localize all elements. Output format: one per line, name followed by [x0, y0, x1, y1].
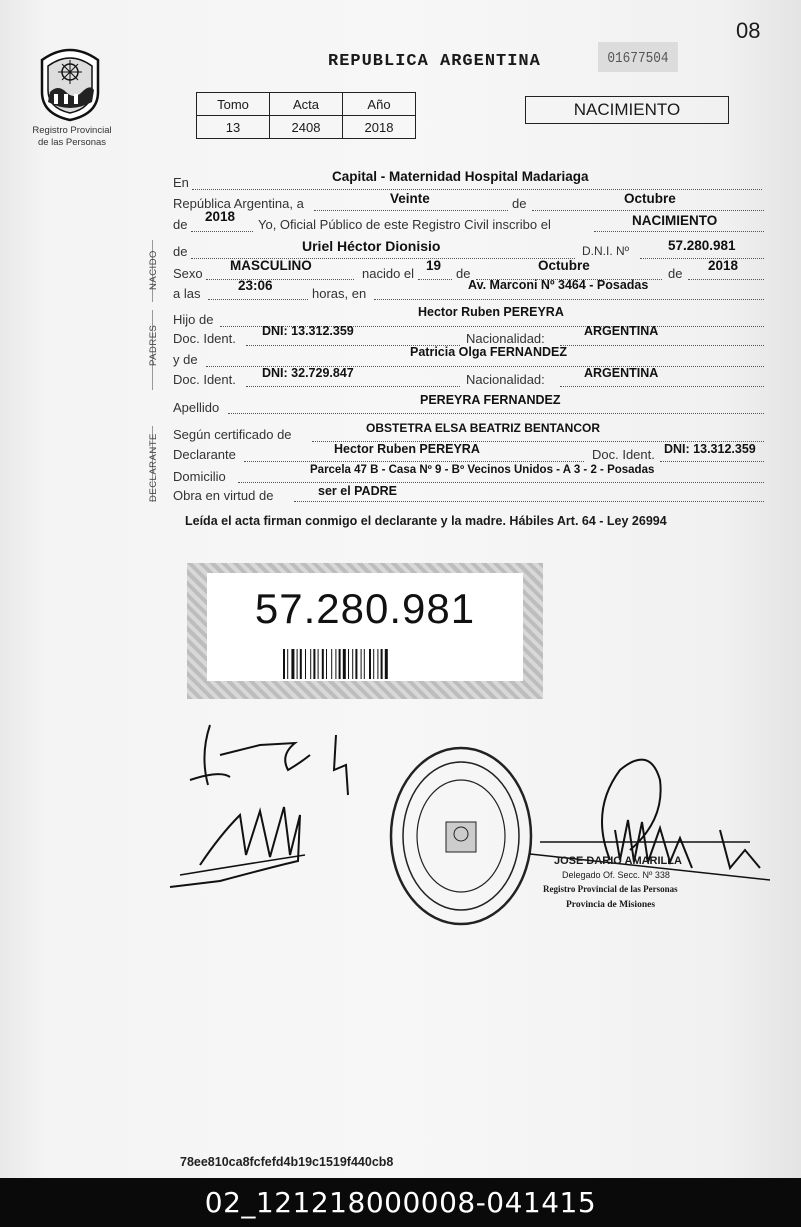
label-oficial: Yo, Oficial Público de este Registro Civil inscribo el — [258, 217, 551, 232]
book-table — [196, 92, 416, 139]
field-obra: ser el PADRE — [318, 484, 397, 498]
registry-caption-line1: Registro Provincial — [32, 125, 112, 136]
label-horas: horas, en — [312, 286, 367, 301]
dotted-line — [560, 345, 764, 346]
field-father-name: Hector Ruben PEREYRA — [418, 305, 564, 319]
dotted-line — [208, 299, 308, 300]
field-sexo: MASCULINO — [230, 258, 312, 273]
side-label-declarante: DECLARANTE — [148, 433, 159, 502]
registry-caption-line2: de las Personas — [37, 137, 107, 148]
dotted-line — [294, 501, 764, 502]
dni-card — [187, 563, 543, 699]
field-month: Octubre — [624, 191, 676, 206]
dotted-line — [191, 231, 253, 232]
label-de2: de — [173, 217, 188, 232]
book-value-acta: 2408 — [270, 116, 343, 139]
registry-seal-icon — [386, 742, 536, 930]
page-number: 08 — [736, 18, 761, 43]
label-apellido: Apellido — [173, 400, 220, 415]
dotted-line — [374, 299, 764, 300]
official-province: Provincia de Misiones — [566, 900, 656, 910]
side-label-padres: PADRES — [148, 324, 159, 366]
book-header-ano: Año — [343, 93, 416, 116]
record-type-box: NACIMIENTO — [525, 96, 729, 124]
dni-card-number: 57.280.981 — [254, 585, 476, 632]
label-yde: y de — [173, 352, 198, 367]
official-office: Registro Provincial de las Personas — [543, 884, 678, 894]
field-declarante: Hector Ruben PEREYRA — [334, 442, 480, 456]
dotted-line — [532, 210, 764, 211]
field-mother-doc: DNI: 32.729.847 — [262, 366, 354, 380]
label-doc-ident-3: Doc. Ident. — [592, 447, 655, 462]
dotted-line — [418, 279, 452, 280]
document-hash: 78ee810ca8fcfefd4b19c1519f440cb8 — [180, 1155, 394, 1169]
field-declarante-doc: DNI: 13.312.359 — [664, 442, 756, 456]
label-obra: Obra en virtud de — [173, 488, 274, 503]
registry-caption — [20, 125, 124, 149]
dotted-line — [660, 461, 764, 462]
field-father-doc: DNI: 13.312.359 — [262, 324, 354, 338]
label-domicilio: Domicilio — [173, 469, 226, 484]
field-birth-time: 23:06 — [238, 278, 273, 293]
field-day: Veinte — [390, 191, 430, 206]
serial-number: 01677504 — [598, 42, 678, 72]
label-nacionalidad: Nacionalidad: — [466, 331, 545, 346]
field-dni: 57.280.981 — [668, 238, 736, 253]
side-label-nacido: NACIDO — [148, 250, 159, 290]
dotted-line — [192, 189, 762, 190]
field-year: 2018 — [205, 209, 236, 224]
footer-code-bar — [0, 1178, 801, 1227]
book-header-tomo: Tomo — [197, 93, 270, 116]
label-nacido-el: nacido el — [362, 266, 415, 281]
label-doc-ident: Doc. Ident. — [173, 331, 236, 346]
dotted-line — [640, 258, 764, 259]
field-name: Uriel Héctor Dionisio — [302, 238, 441, 254]
official-title: Delegado Of. Secc. Nº 338 — [562, 870, 670, 880]
label-doc-ident-2: Doc. Ident. — [173, 372, 236, 387]
label-alas: a las — [173, 286, 201, 301]
field-birth-place: Av. Marconi Nº 3464 - Posadas — [468, 278, 649, 292]
dotted-line — [228, 413, 764, 414]
field-inscribo: NACIMIENTO — [632, 213, 718, 228]
dotted-line — [560, 386, 764, 387]
field-birth-year: 2018 — [708, 258, 739, 273]
label-nacionalidad-2: Nacionalidad: — [466, 372, 545, 387]
province-emblem-icon — [36, 42, 104, 122]
label-segun: Según certificado de — [173, 427, 292, 442]
label-en: En — [173, 175, 189, 190]
field-birth-month: Octubre — [538, 258, 590, 273]
book-header-acta: Acta — [270, 93, 343, 116]
dotted-line — [688, 279, 764, 280]
dotted-line — [314, 210, 508, 211]
signature-official-icon — [160, 715, 370, 895]
dotted-line — [238, 482, 764, 483]
field-domicilio: Parcela 47 B - Casa Nº 9 - Bº Vecinos Unidos - A 3 - 2 - Posadas — [310, 464, 655, 476]
document-title: REPUBLICA ARGENTINA — [328, 52, 541, 71]
dotted-line — [246, 386, 460, 387]
field-en: Capital - Maternidad Hospital Madariaga — [332, 169, 589, 184]
label-de5: de — [668, 266, 683, 281]
book-value-tomo: 13 — [197, 116, 270, 139]
dotted-line — [244, 461, 584, 462]
field-father-nat: ARGENTINA — [584, 324, 659, 338]
book-value-ano: 2018 — [343, 116, 416, 139]
label-republica: República Argentina, a — [173, 196, 304, 211]
dotted-line — [594, 231, 764, 232]
label-de: de — [512, 196, 527, 211]
signature-delegate-icon — [520, 750, 780, 890]
official-name: JOSE DARIO AMARILLA — [554, 855, 682, 867]
dni-card-inner — [207, 573, 523, 681]
field-certificado: OBSTETRA ELSA BEATRIZ BENTANCOR — [366, 421, 600, 435]
field-birth-day: 19 — [426, 258, 442, 273]
label-hijo: Hijo de — [173, 312, 214, 327]
footer-code: 02_121218000008-041415 — [204, 1186, 597, 1219]
field-mother-nat: ARGENTINA — [584, 366, 659, 380]
barcode-icon — [283, 649, 449, 679]
label-sexo: Sexo — [173, 266, 203, 281]
label-declarante: Declarante — [173, 447, 236, 462]
label-dni: D.N.I. Nº — [582, 244, 630, 258]
reading-note: Leída el acta firman conmigo el declarante y la madre. Hábiles Art. 64 - Ley 26994 — [185, 514, 667, 528]
label-de3: de — [173, 244, 188, 259]
field-mother-name: Patricia Olga FERNANDEZ — [410, 345, 567, 359]
dotted-line — [206, 279, 354, 280]
label-de4: de — [456, 266, 471, 281]
field-apellido: PEREYRA FERNANDEZ — [420, 393, 561, 407]
